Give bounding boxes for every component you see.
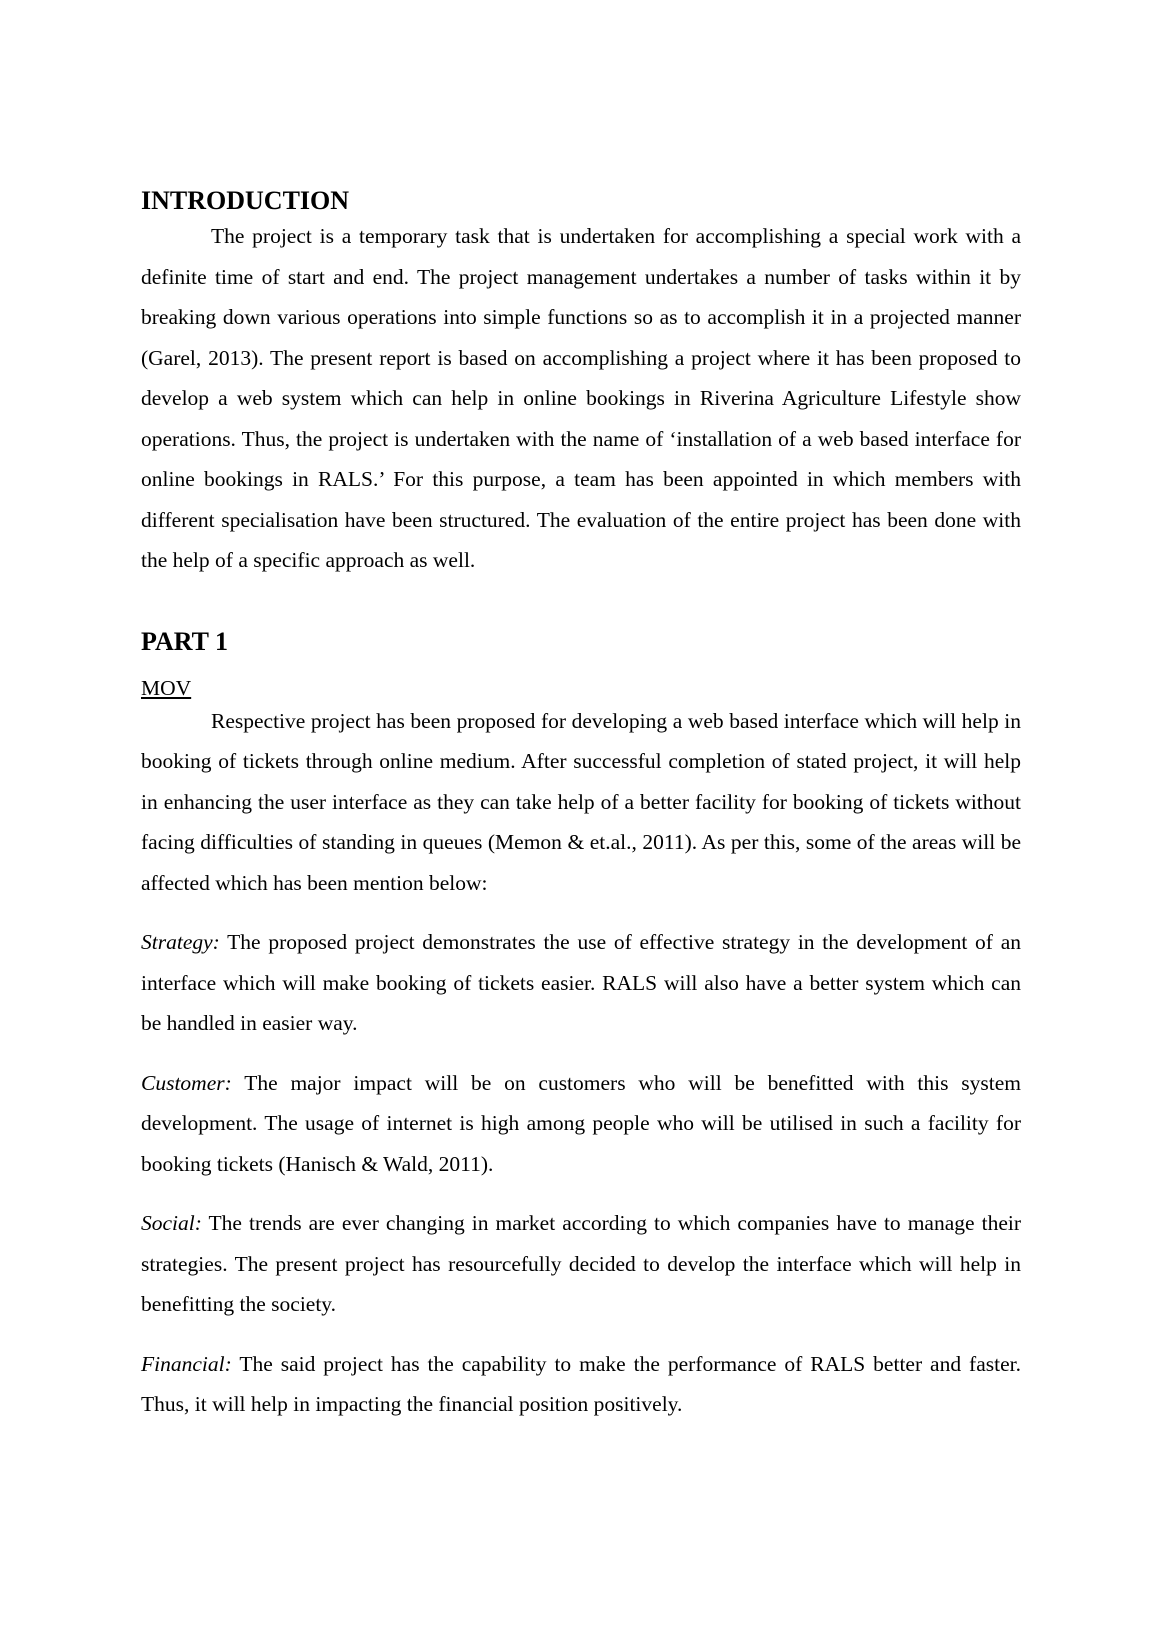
- introduction-paragraph: The project is a temporary task that is undertaken for accomplishing a special work with a definite time of start and end. The project management undertakes a number of tasks within it by breaking down various operations into simple functions so as to accomplish it in a projected manner (Garel, 2013). The present report is based on accomplishing a project where it has been proposed to develop a web system which can help in online bookings in Riverina Agriculture Lifestyle show operations. Thus, the project is undertaken with the name of ‘installation of a web based interface for online bookings in RALS.’ For this purpose, a team has been appointed in which members with different specialisation have been structured. The evaluation of the entire project has been done with the help of a specific approach as well.: [141, 224, 1021, 572]
- strategy-paragraph: [141, 922, 1021, 1044]
- customer-paragraph: [141, 1063, 1021, 1185]
- mov-paragraph: Respective project has been proposed for developing a web based interface which will help in booking of tickets through online medium. After successful completion of stated project, it will help in enhancing the user interface as they can take help of a better facility for booking of tickets without facing difficulties of standing in queues (Memon & et.al., 2011). As per this, some of the areas will be affected which has been mention below:: [141, 708, 1021, 895]
- customer-text: The major impact will be on customers who will be benefitted with this system development. The usage of internet is high among people who will be utilised in such a facility for booking tickets (Hanisch & Wald, 2011).: [141, 1070, 1021, 1176]
- strategy-text: The proposed project demonstrates the use of effective strategy in the development of an interface which will make booking of tickets easier. RALS will also have a better system which can be handled in easier way.: [141, 930, 1021, 1035]
- strategy-label: Strategy:: [141, 930, 220, 954]
- introduction-heading: INTRODUCTION: [141, 186, 350, 215]
- financial-text: The said project has the capability to make the performance of RALS better and faster. Thus, it will help in impacting the financial position positively.: [141, 1351, 1021, 1416]
- social-label: Social:: [141, 1211, 202, 1235]
- customer-label: Customer:: [141, 1070, 232, 1095]
- part1-heading: PART 1: [141, 626, 228, 656]
- document-page: [141, 186, 1021, 1425]
- mov-subheading: MOV: [141, 675, 192, 700]
- financial-label: Financial:: [141, 1351, 232, 1376]
- social-paragraph: [141, 1203, 1021, 1325]
- financial-paragraph: [141, 1344, 1021, 1425]
- social-text: The trends are ever changing in market according to which companies have to manage their strategies. The present project has resourcefully decided to develop the interface which will help in benefitting the society.: [141, 1211, 1021, 1316]
